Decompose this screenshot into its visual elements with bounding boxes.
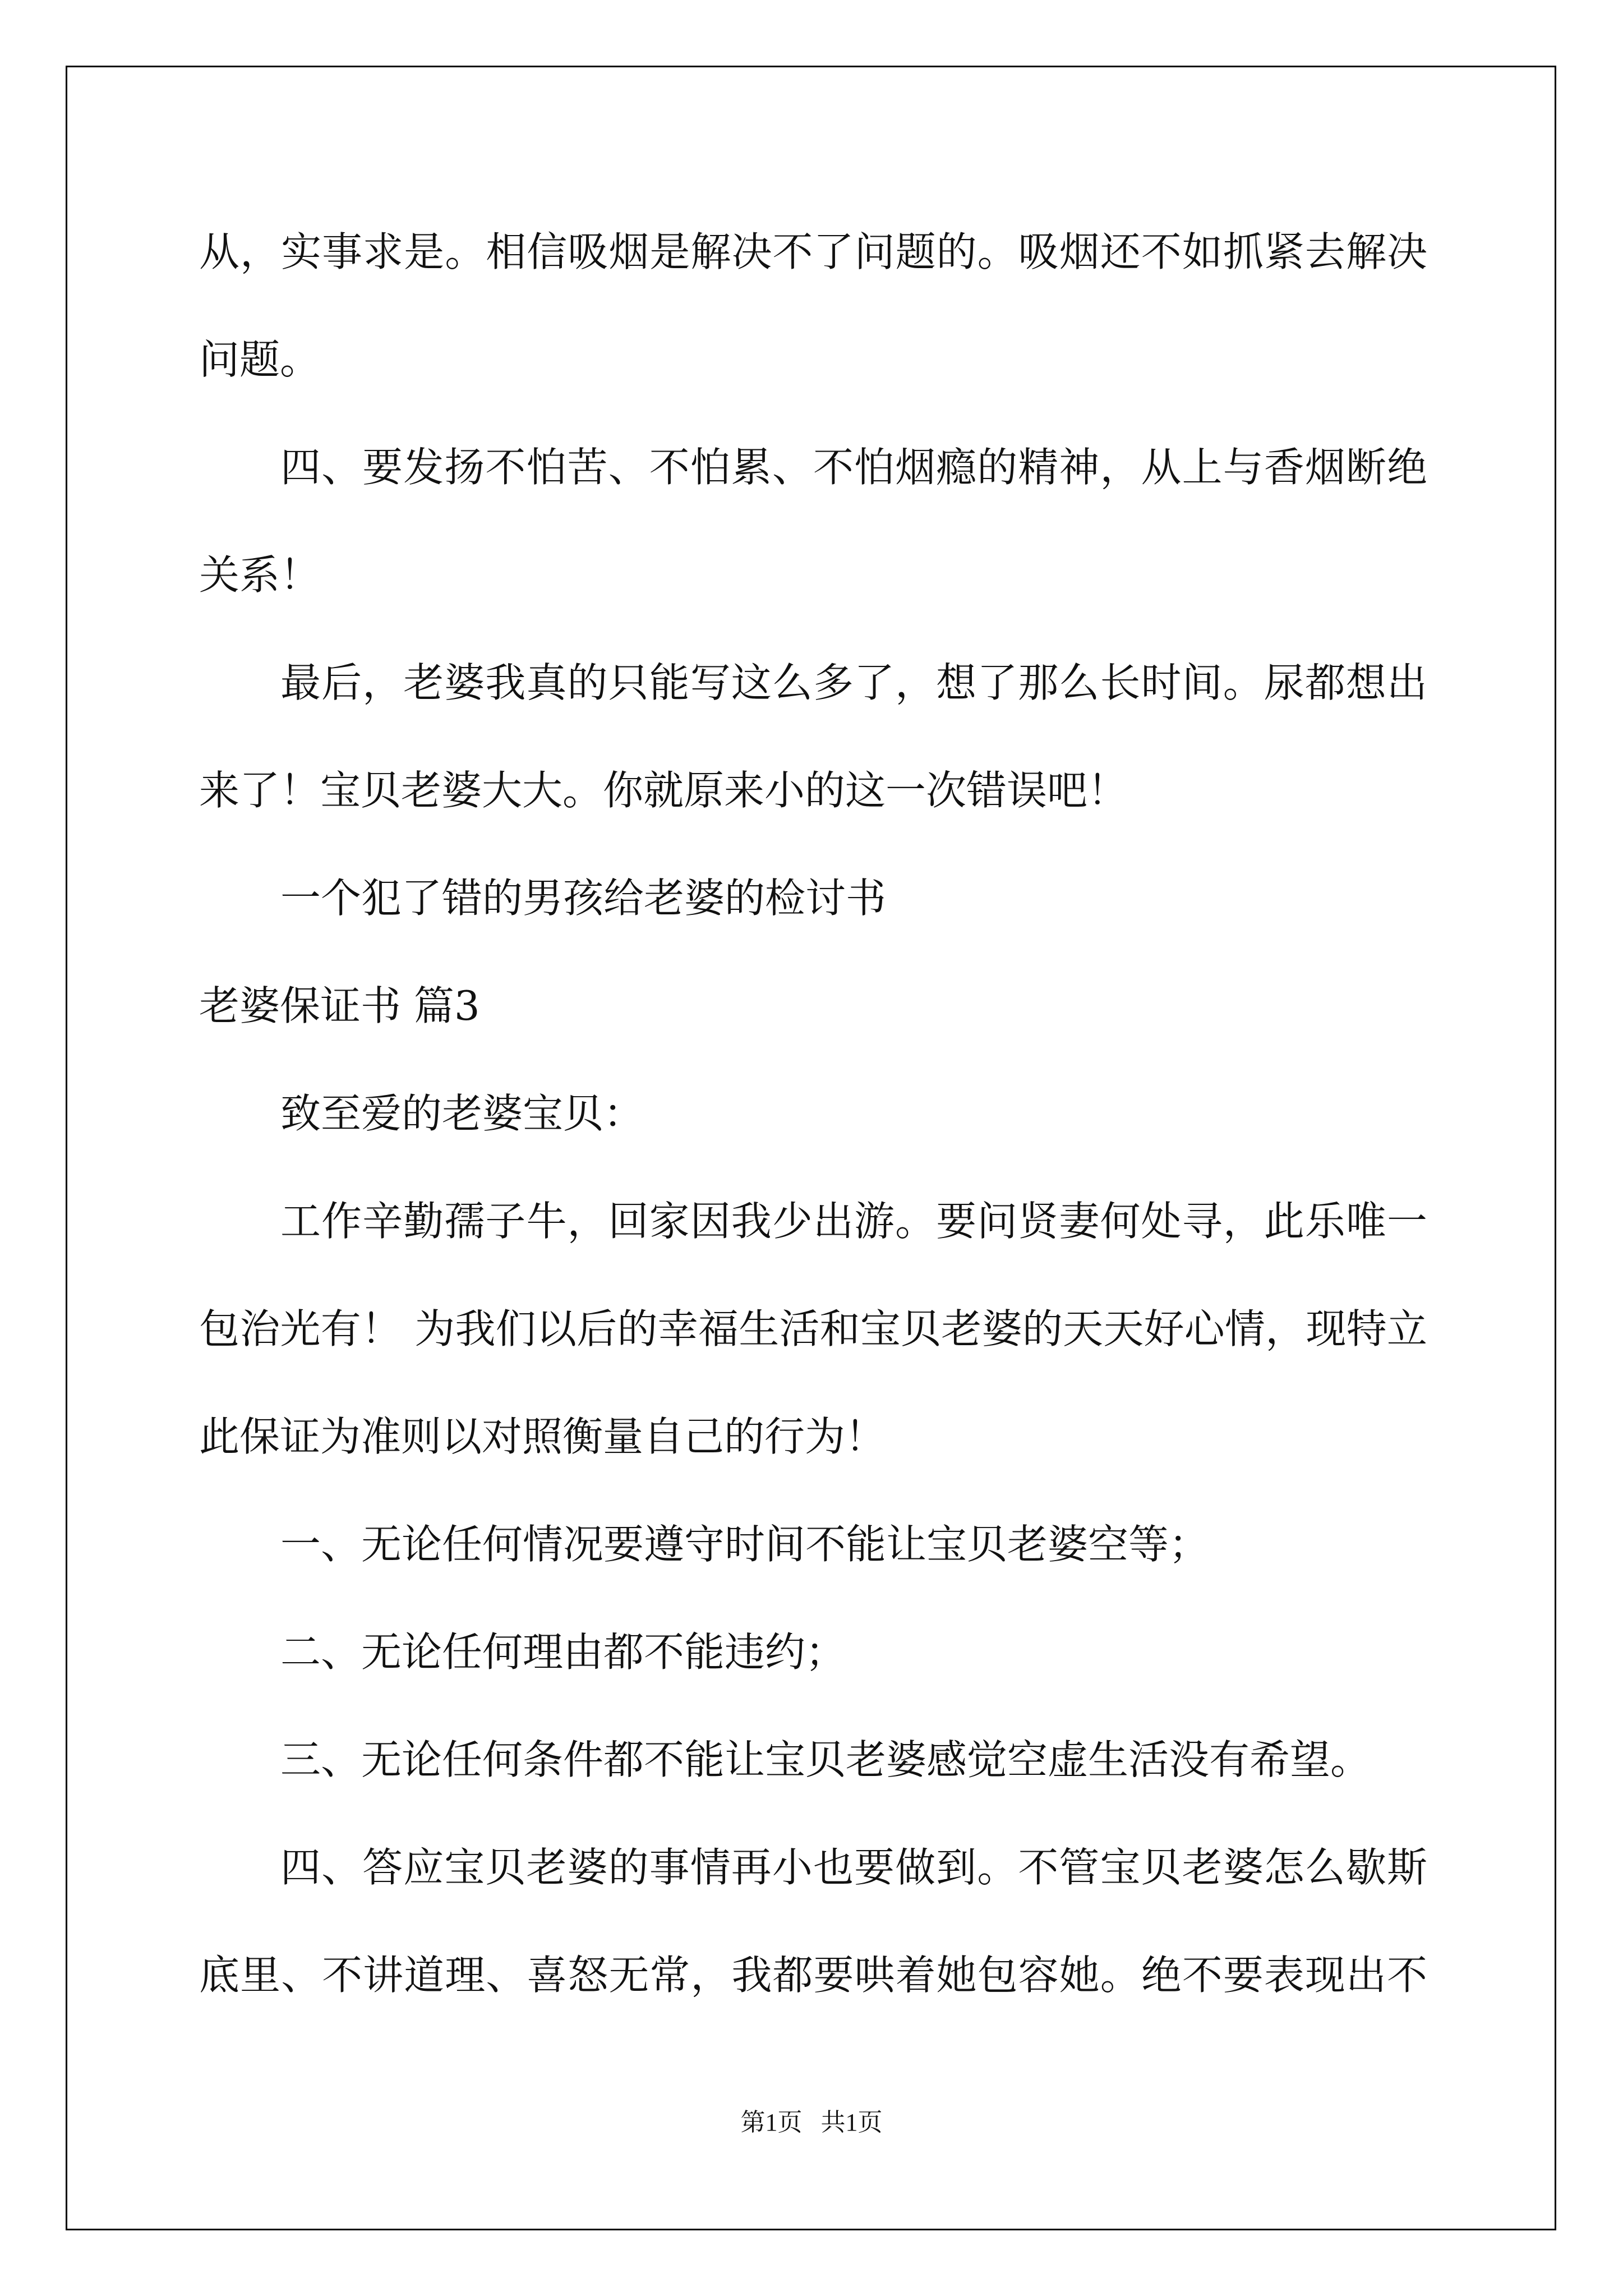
list-item: 一、无论任何情况要遵守时间不能让宝贝老婆空等； — [280, 1521, 1210, 1568]
body-line: 底里、不讲道理、喜怒无常，我都要哄着她包容她。绝不要表现出不 — [199, 1952, 1427, 1999]
page-number-footer: 第1页 共1页 — [740, 2109, 883, 2136]
list-item: 三、无论任何条件都不能让宝贝老婆感觉空虚生活没有希望。 — [280, 1736, 1371, 1783]
list-item: 四、答应宝贝老婆的事情再小也要做到。不管宝贝老婆怎么歇斯 — [280, 1844, 1427, 1891]
body-line: 工作辛勤孺子牛，回家因我少出游。要问贤妻何处寻，此乐唯一 — [280, 1198, 1427, 1245]
section-heading: 老婆保证书 篇3 — [199, 982, 480, 1029]
page-border — [66, 66, 1556, 2230]
body-line: 关系！ — [199, 551, 321, 599]
body-line: 四、要发扬不怕苦、不怕累、不怕烟瘾的精神，从上与香烟断绝 — [280, 444, 1427, 491]
body-line: 包治光有！ 为我们以后的幸福生活和宝贝老婆的天天好心情，现特立 — [199, 1305, 1427, 1352]
body-line: 一个犯了错的男孩给老婆的检讨书 — [280, 875, 887, 922]
body-line: 从，实事求是。相信吸烟是解决不了问题的。吸烟还不如抓紧去解决 — [199, 228, 1427, 275]
body-line: 来了！宝贝老婆大大。你就原来小的这一次错误吧！ — [199, 767, 1128, 814]
list-item: 二、无论任何理由都不能违约； — [280, 1628, 846, 1676]
salutation: 致至爱的老婆宝贝： — [280, 1090, 644, 1137]
body-line: 问题。 — [199, 336, 321, 383]
body-line: 最后，老婆我真的只能写这么多了，想了那么长时间。尿都想出 — [280, 659, 1427, 706]
body-line: 此保证为准则以对照衡量自己的行为！ — [199, 1413, 886, 1460]
